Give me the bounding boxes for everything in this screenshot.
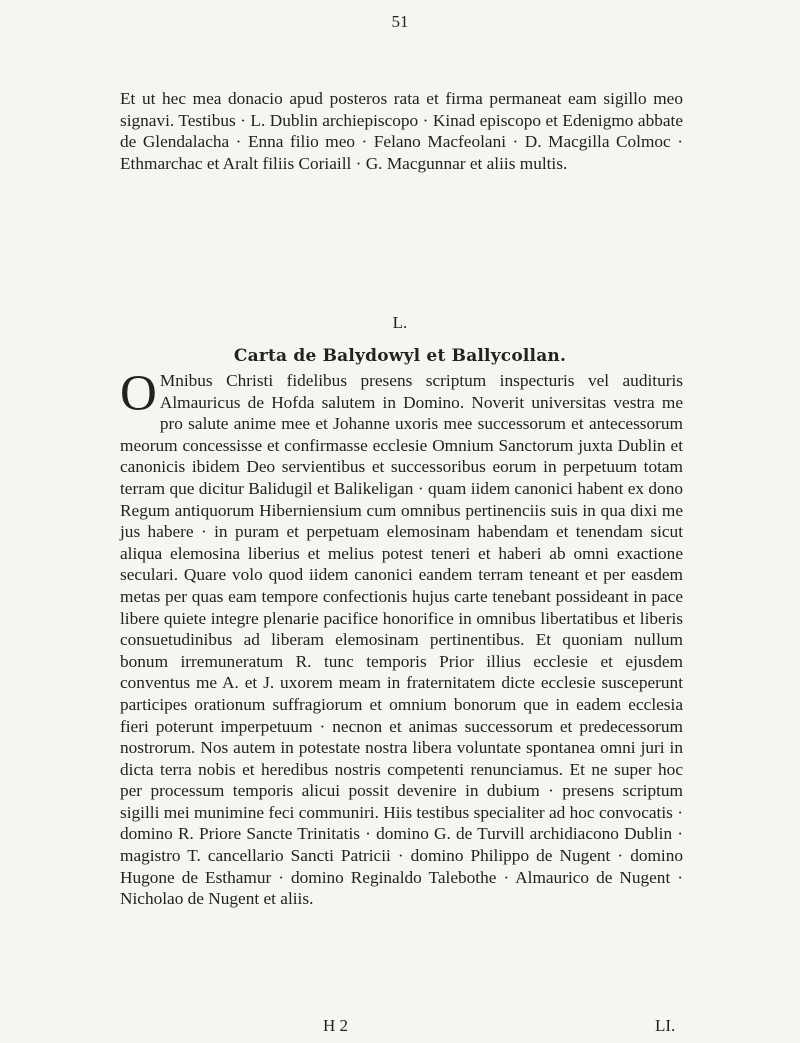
section-number: L. <box>392 313 408 332</box>
charter-body <box>120 366 683 910</box>
closing-paragraph: Et ut hec mea donacio apud posteros rata et firma permaneat eam sigillo meo signavi. Testibus · L. Dublin archiepiscopo · Kinad episcopo et Edenigmo abbate de Glendalacha · Enna filio meo · Felano Macfeolani · D. Macgilla Colmoc · Ethmarchac et Aralt filiis Coriaill · G. Macgunnar et aliis multis. <box>120 89 683 173</box>
charter-text: Mnibus Christi fidelibus presens scriptum inspecturis vel audituris Almauricus de Hofda salutem in Domino. Noverit universitas vestra me pro salute anime mee et Johanne uxoris mee successorum et antecessorum meorum concessisse et confirmasse ecclesie Omnium Sanctorum juxta Dublin et canonicis ibidem Deo servientibus et successoribus eorum in perpetuum totam terram que dicitur Balidugil et Balikeligan · quam iidem canonici habent ex dono Regum antiquorum Hiberniensium cum omnibus pertinenciis suis in qua dixi me jus habere · in puram et perpetuam elemosinam habendam et tenendam sicut aliqua elemosina liberius et melius potest teneri et haberi ab omni exactione seculari. Quare volo quod iidem canonici eandem terram teneant et per easdem metas per quas eam tempore confectionis hujus carte tenebant possideant in pace libere quiete integre plenarie pacifice honorifice in omnibus libertatibus et liberis consuetudinibus ad liberam elemosinam pertinentibus. Et quoniam nullum bonum irremuneratum R. tunc temporis Prior illius ecclesie et ejusdem conventus me A. et J. uxorem meam in fraternitatem dicte ecclesie susceperunt participes orationum suffragiorum et omnium bonorum que in eadem ecclesia fieri poterunt imperpetuum · necnon et animas successorum et predecessorum nostrorum. Nos autem in potestate nostra libera voluntate spontanea omni juri in dicta terra nobis et heredibus nostris competenti renunciamus. Et ne super hoc per processum temporis alicui possit devenire in dubium · presens scriptum sigilli mei munimine feci communiri. Hiis testibus specialiter ad hoc convocatis · domino R. Priore Sancte Trinitatis · domino G. de Turvill archidiacono Dublin · magistro T. cancellario Sancti Patricii · domino Philippo de Nugent · domino Hugone de Esthamur · domino Reginaldo Talebothe · Almaurico de Nugent · Nicholao de Nugent et aliis. <box>120 371 683 909</box>
charter-title: Carta de Balydowyl et Ballycollan. <box>233 346 567 366</box>
signature-mark: H 2 <box>323 1016 349 1035</box>
drop-cap-initial: O <box>120 366 157 422</box>
catchword-next-section: LI. <box>655 1016 676 1035</box>
page-number: 51 <box>391 12 409 31</box>
